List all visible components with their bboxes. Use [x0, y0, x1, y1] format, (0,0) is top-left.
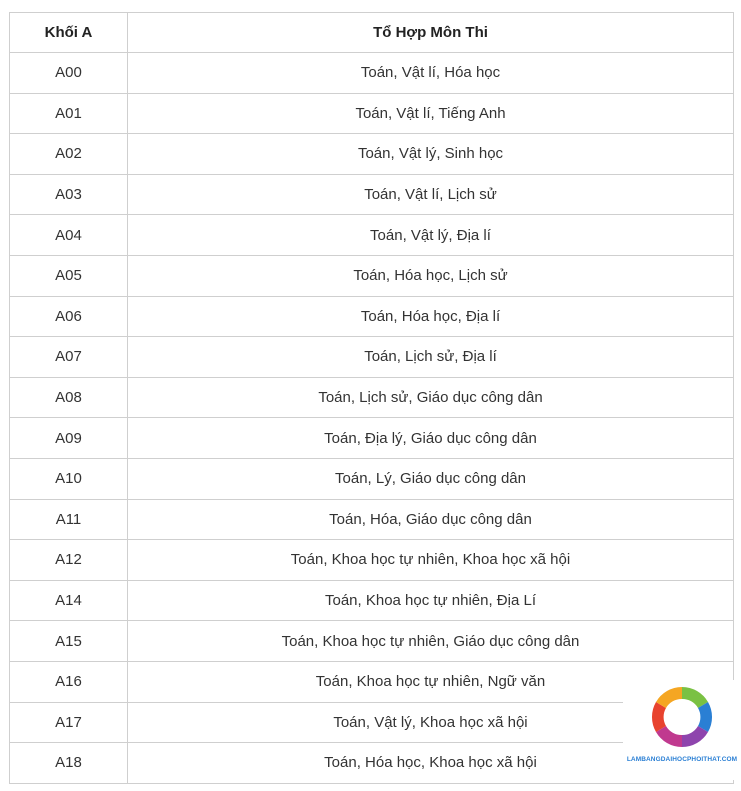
subjects-cell: Toán, Vật lí, Hóa học	[128, 53, 734, 94]
block-code-cell: A09	[10, 418, 128, 459]
header-subjects: Tổ Hợp Môn Thi	[128, 13, 734, 53]
subjects-cell: Toán, Lịch sử, Địa lí	[128, 337, 734, 378]
table-row	[10, 255, 734, 296]
table-row	[10, 337, 734, 378]
table-row	[10, 53, 734, 94]
subjects-cell: Toán, Khoa học tự nhiên, Giáo dục công dân	[128, 621, 734, 662]
block-code-cell: A07	[10, 337, 128, 378]
table-row	[10, 499, 734, 540]
block-code-cell: A00	[10, 53, 128, 94]
circular-arrows-icon	[649, 682, 715, 752]
subjects-cell: Toán, Khoa học tự nhiên, Địa Lí	[128, 580, 734, 621]
block-code-cell: A11	[10, 499, 128, 540]
table-row	[10, 215, 734, 256]
block-code-cell: A03	[10, 174, 128, 215]
subjects-cell: Toán, Lý, Giáo dục công dân	[128, 458, 734, 499]
table-row	[10, 418, 734, 459]
watermark-logo	[623, 680, 741, 780]
table-header-row	[10, 13, 734, 53]
block-code-cell: A15	[10, 621, 128, 662]
table-row	[10, 621, 734, 662]
subjects-cell: Toán, Lịch sử, Giáo dục công dân	[128, 377, 734, 418]
subjects-cell: Toán, Hóa học, Lịch sử	[128, 255, 734, 296]
subjects-cell: Toán, Địa lý, Giáo dục công dân	[128, 418, 734, 459]
subjects-cell: Toán, Hóa học, Địa lí	[128, 296, 734, 337]
watermark-text: LAMBANGDAIHOCPHOITHAT.COM	[626, 756, 738, 763]
block-code-cell: A05	[10, 255, 128, 296]
subjects-cell: Toán, Vật lí, Tiếng Anh	[128, 93, 734, 134]
block-code-cell: A14	[10, 580, 128, 621]
block-code-cell: A12	[10, 540, 128, 581]
subjects-cell: Toán, Vật lý, Khoa học xã hội	[128, 702, 734, 743]
block-code-cell: A16	[10, 661, 128, 702]
header-block: Khối A	[10, 13, 128, 53]
subjects-cell: Toán, Vật lý, Sinh học	[128, 134, 734, 175]
block-code-cell: A04	[10, 215, 128, 256]
table-row	[10, 377, 734, 418]
block-code-cell: A01	[10, 93, 128, 134]
table-row	[10, 93, 734, 134]
block-code-cell: A06	[10, 296, 128, 337]
subjects-cell: Toán, Hóa, Giáo dục công dân	[128, 499, 734, 540]
subjects-cell: Toán, Vật lý, Địa lí	[128, 215, 734, 256]
subject-combination-table	[9, 12, 734, 784]
subjects-cell: Toán, Khoa học tự nhiên, Khoa học xã hội	[128, 540, 734, 581]
block-code-cell: A08	[10, 377, 128, 418]
table-row	[10, 458, 734, 499]
table-row	[10, 540, 734, 581]
block-code-cell: A17	[10, 702, 128, 743]
block-code-cell: A02	[10, 134, 128, 175]
table-row	[10, 174, 734, 215]
subjects-cell: Toán, Khoa học tự nhiên, Ngữ văn	[128, 661, 734, 702]
block-code-cell: A18	[10, 743, 128, 784]
table-row	[10, 296, 734, 337]
block-code-cell: A10	[10, 458, 128, 499]
subjects-cell: Toán, Vật lí, Lịch sử	[128, 174, 734, 215]
table-row	[10, 134, 734, 175]
table-row	[10, 580, 734, 621]
subjects-cell: Toán, Hóa học, Khoa học xã hội	[128, 743, 734, 784]
